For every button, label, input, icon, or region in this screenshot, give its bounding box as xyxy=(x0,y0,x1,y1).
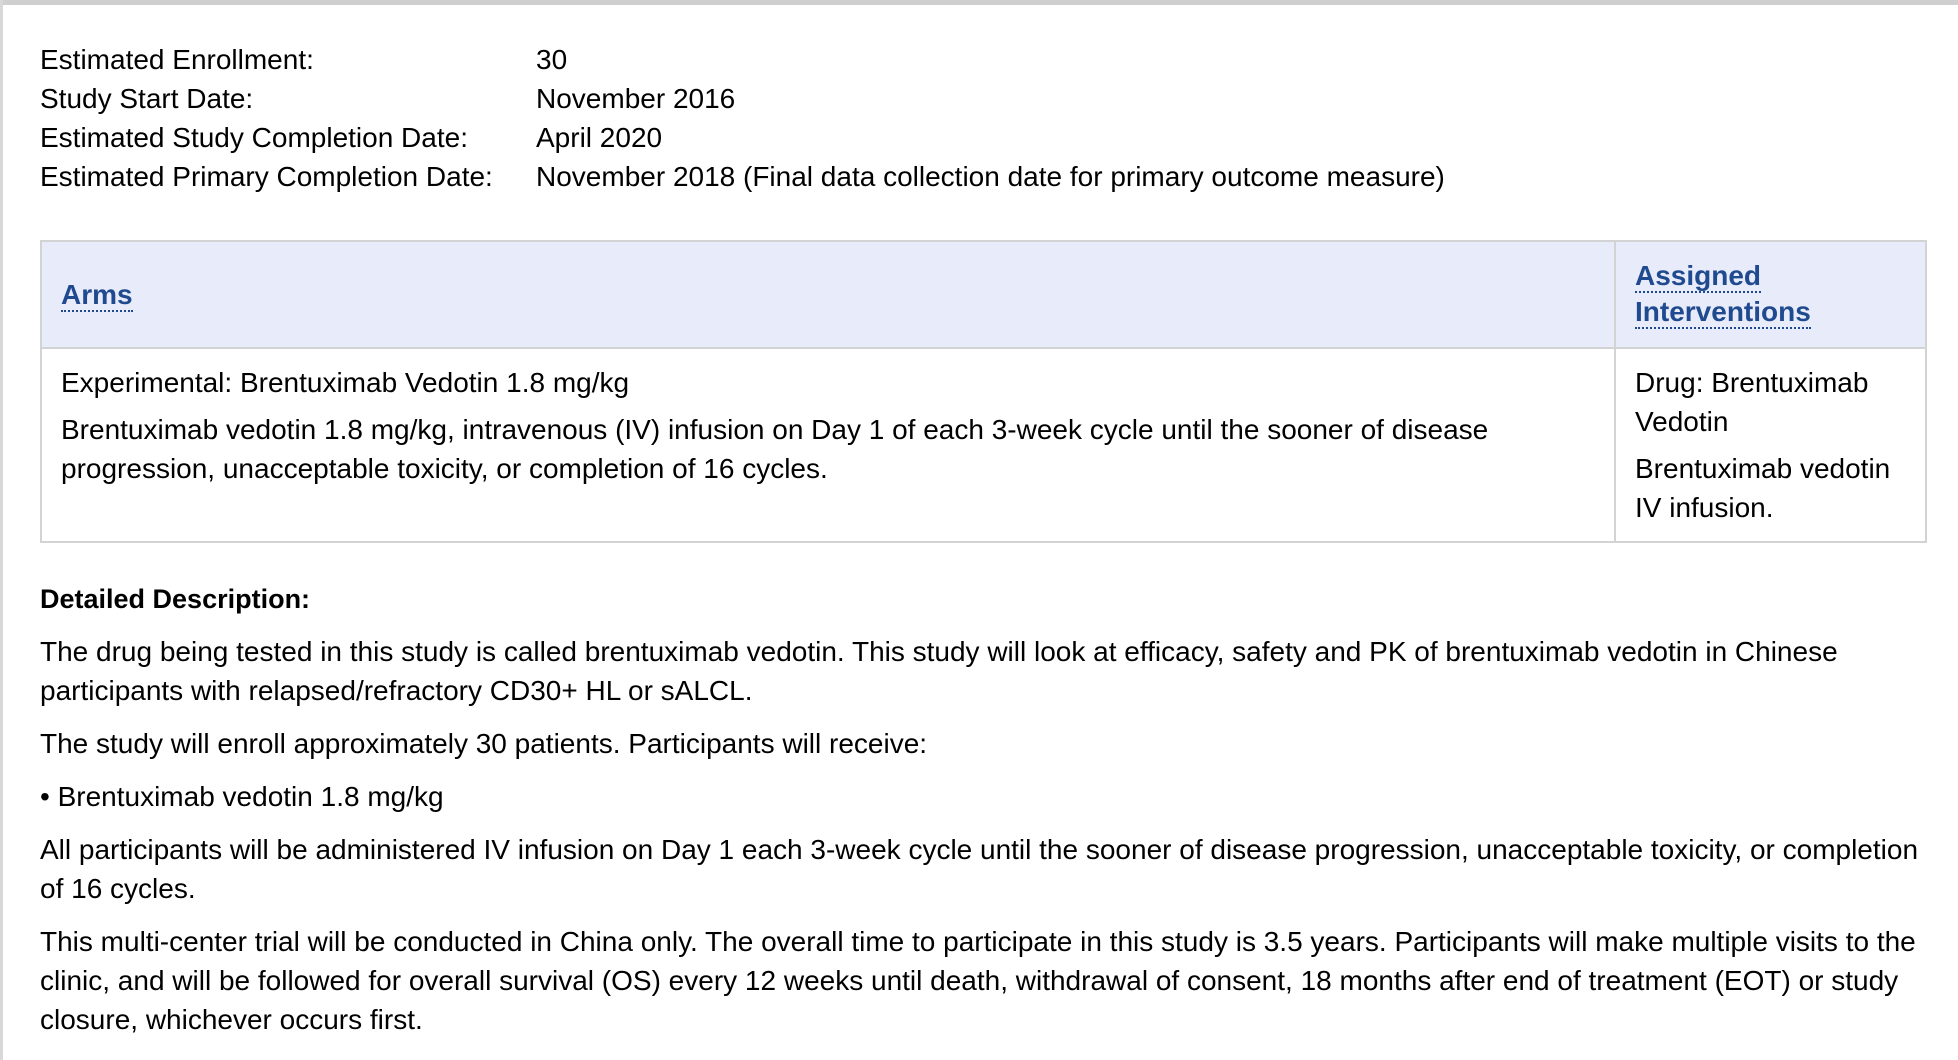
study-info-row-enrollment xyxy=(40,40,1445,79)
study-info-row-primary-completion-date xyxy=(40,157,1445,196)
study-info-label: Estimated Primary Completion Date: xyxy=(40,161,493,192)
arm-description: Brentuximab vedotin 1.8 mg/kg, intravenous (IV) infusion on Day 1 of each 3-week cycle until the sooner of disease progression, unacceptable toxicity, or completion of 16 cycles. xyxy=(61,414,1489,484)
arm-title: Experimental: Brentuximab Vedotin 1.8 mg/kg xyxy=(61,367,630,398)
detailed-description-heading: Detailed Description: xyxy=(40,584,311,614)
study-info-label: Estimated Study Completion Date: xyxy=(40,122,468,153)
arms-column-header xyxy=(41,241,1615,348)
arms-interventions-table xyxy=(40,240,1927,543)
study-info-value: 30 xyxy=(536,44,568,75)
study-design-content xyxy=(40,40,1930,1039)
table-row xyxy=(41,348,1926,542)
description-paragraph: This multi-center trial will be conducted in China only. The overall time to participate in this study is 3.5 years. Participants will make multiple visits to the clinic, and will be followed for overall survival (OS) every 12 weeks until death, withdrawal of consent, 18 months after end of treatment (EOT) or study closure, whichever occurs first. xyxy=(40,926,1916,1035)
study-info-value: November 2018 (Final data collection date for primary outcome measure) xyxy=(536,161,1445,192)
intervention-title: Drug: Brentuximab Vedotin xyxy=(1635,367,1869,437)
arms-table-header-row xyxy=(41,241,1926,348)
intervention-cell xyxy=(1615,348,1926,542)
left-divider xyxy=(0,0,3,1060)
description-paragraph: The study will enroll approximately 30 patients. Participants will receive: xyxy=(40,728,928,759)
description-bullet-item: • Brentuximab vedotin 1.8 mg/kg xyxy=(40,781,444,812)
arms-header-link[interactable]: Arms xyxy=(61,279,133,310)
interventions-column-header xyxy=(1615,241,1926,348)
top-divider xyxy=(0,0,1958,5)
description-paragraph: The drug being tested in this study is called brentuximab vedotin. This study will look at efficacy, safety and PK of brentuximab vedotin in Chinese participants with relapsed/refractory CD30+ HL or sALCL. xyxy=(40,636,1838,706)
arm-cell xyxy=(41,348,1615,542)
study-info-row-completion-date xyxy=(40,118,1445,157)
study-info-label: Estimated Enrollment: xyxy=(40,44,314,75)
study-info-label: Study Start Date: xyxy=(40,83,254,114)
study-info-value: April 2020 xyxy=(536,122,663,153)
study-info-value: November 2016 xyxy=(536,83,736,114)
assigned-interventions-header-link[interactable]: Assigned Interventions xyxy=(1635,260,1811,327)
description-paragraph: All participants will be administered IV infusion on Day 1 each 3-week cycle until the sooner of disease progression, unacceptable toxicity, or completion of 16 cycles. xyxy=(40,834,1919,904)
study-info-table xyxy=(40,40,1445,196)
study-info-row-start-date xyxy=(40,79,1445,118)
intervention-description: Brentuximab vedotin IV infusion. xyxy=(1635,453,1891,523)
